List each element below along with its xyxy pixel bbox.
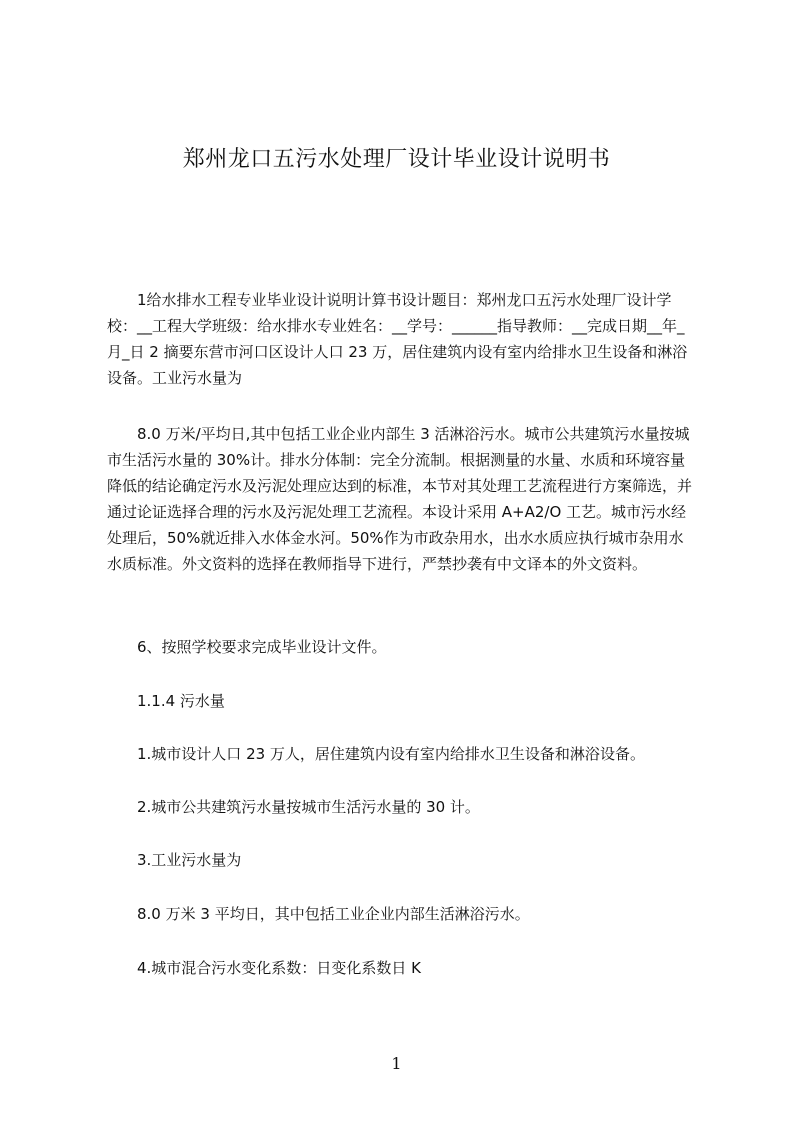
page-number: 1 [391, 1054, 402, 1073]
paragraph-abstract [107, 287, 697, 391]
paragraph-text: 1给水排水工程专业毕业设计说明计算书设计题目：郑州龙口五污水处理厂设计学校：__工程大学班级：给水排水专业姓名：__学号：______指导教师：__完成日期__年_月_日 2 摘要东营市河口区设计人口 23 万，居住建筑内设有室内给排水卫生设备和淋浴设备。工业污水量为 [107, 291, 688, 387]
paragraph-item-2: 2.城市公共建筑污水量按城市生活污水量的 30 计。 [137, 798, 480, 816]
paragraph-text: 8.0 万米/平均日,其中包括工业企业内部生 3 活淋浴污水。城市公共建筑污水量按城市生活污水量的 30%计。排水分体制：完全分流制。根据测量的水量、水质和环境容量降低的结论确定污水及污泥处理应达到的标准，本节对其处理工艺流程进行方案筛选，并通过论证选择合理的污水及污泥处理工艺流程。本设计采用 A+A2/O 工艺。城市污水经处理后，50%就近排入水体金水河。50%作为市政杂用水，出水水质应执行城市杂用水水质标准。外文资料的选择在教师指导下进行，严禁抄袭有中文译本的外文资料。 [107, 425, 693, 573]
paragraph-item-3: 3.工业污水量为 [137, 851, 242, 869]
paragraph-item-6: 6、按照学校要求完成毕业设计文件。 [137, 638, 387, 656]
document-title: 郑州龙口五污水处理厂设计毕业设计说明书 [182, 147, 611, 172]
paragraph-item-1: 1.城市设计人口 23 万人，居住建筑内设有室内给排水卫生设备和淋浴设备。 [137, 745, 645, 763]
paragraph-item-4: 4.城市混合污水变化系数：日变化系数日 K [137, 959, 421, 977]
paragraph-industrial-volume: 8.0 万米 3 平均日，其中包括工业企业内部生活淋浴污水。 [137, 905, 530, 923]
section-heading-sewage-volume: 1.1.4 污水量 [137, 692, 225, 710]
paragraph-design-description [107, 421, 697, 603]
